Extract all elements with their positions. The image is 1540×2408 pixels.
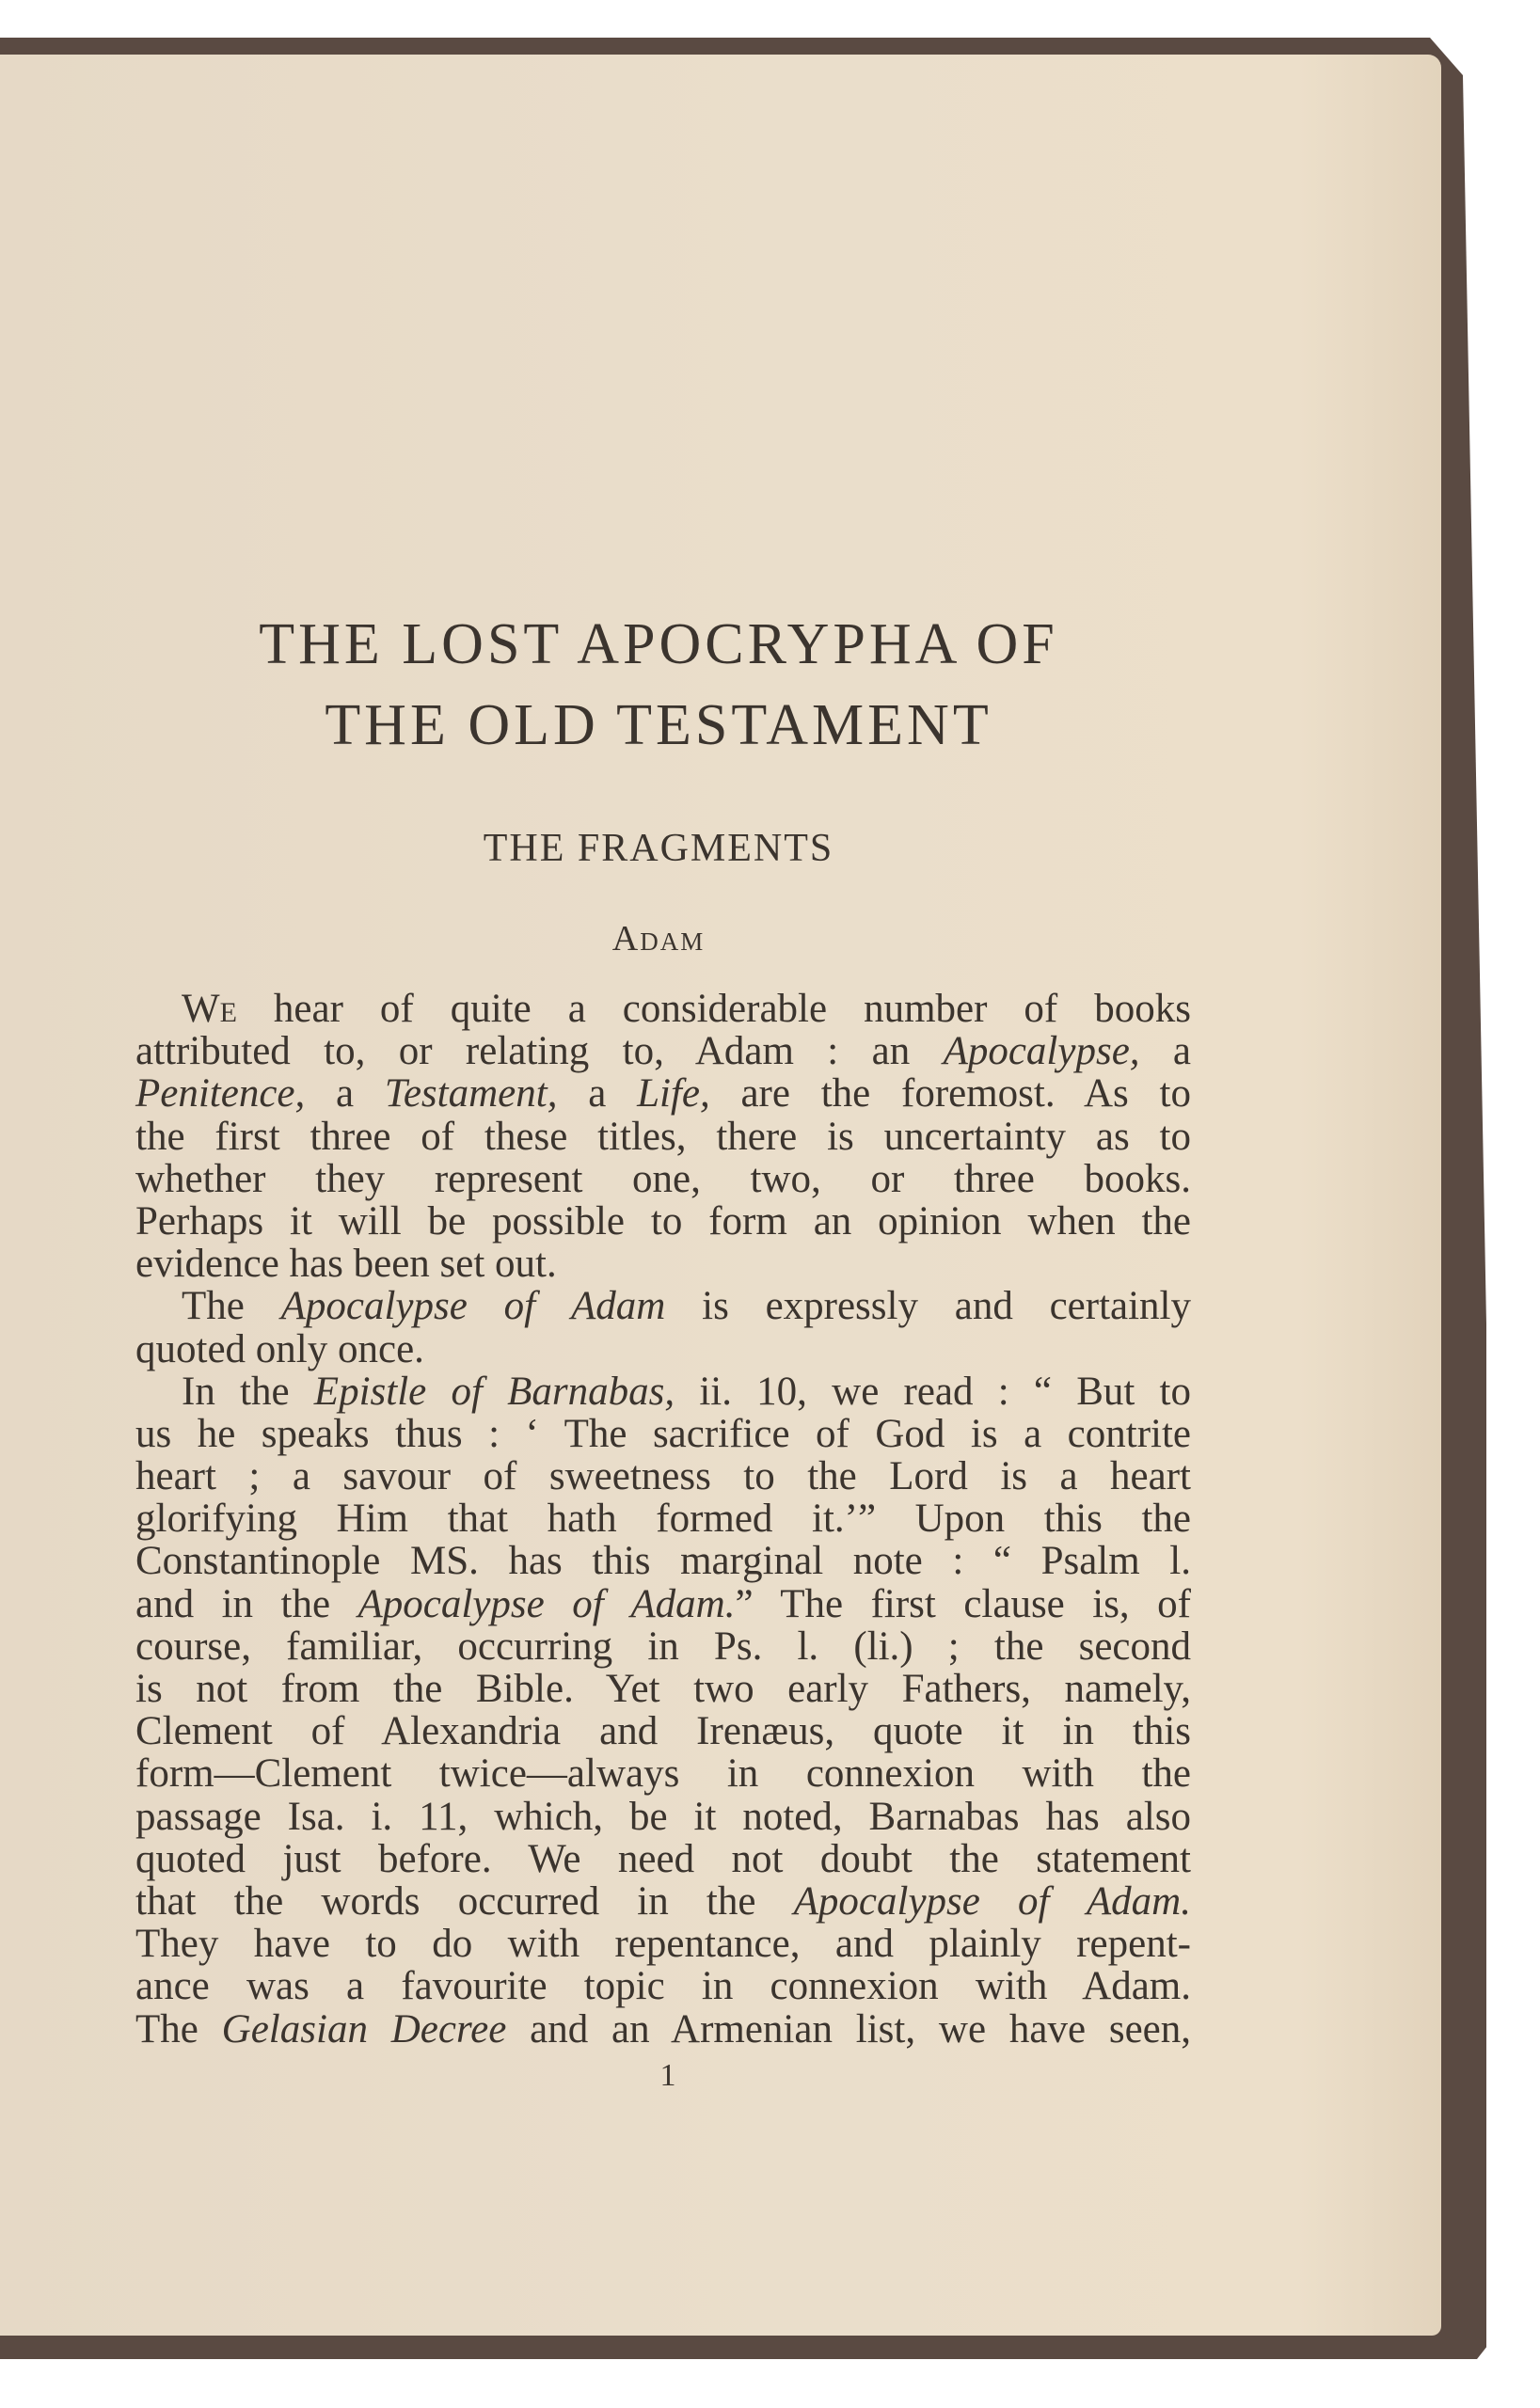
text-segment: quoted just before. We need not doubt the statement <box>135 1836 1191 1881</box>
text-segment: are the foremost. As to <box>709 1071 1191 1117</box>
text-segment: the first three of these titles, there is uncertainty as to <box>135 1114 1191 1159</box>
text-line <box>135 2008 1191 2051</box>
italic-title: Apocalypse of Adam. <box>793 1878 1191 1924</box>
text-line <box>135 1243 1191 1285</box>
text-line <box>135 1668 1191 1710</box>
text-segment: that the words occurred in the <box>135 1878 794 1924</box>
italic-title: Penitence, <box>135 1071 306 1117</box>
text-segment: whether they represent one, two, or three books. <box>135 1156 1191 1201</box>
text-segment: a <box>1139 1029 1191 1074</box>
text-line <box>135 1752 1191 1795</box>
text-segment: ii. 10, we read : “ But to <box>675 1369 1191 1414</box>
text-segment: We <box>182 987 237 1031</box>
text-line <box>135 1413 1191 1455</box>
text-segment: quoted only once. <box>135 1326 424 1371</box>
text-segment: ance was a favourite topic in connexion with Adam. <box>135 1964 1191 2009</box>
text-segment: a <box>557 1071 638 1117</box>
text-segment: Perhaps it will be possible to form an opinion when the <box>135 1198 1191 1244</box>
text-line <box>135 1285 1191 1327</box>
text-segment: form—Clement twice—always in connexion with the <box>135 1751 1191 1797</box>
text-segment: They have to do with repentance, and plainly repent- <box>135 1922 1191 1967</box>
text-line <box>135 1370 1191 1413</box>
book-page <box>0 55 1441 2336</box>
body-text <box>135 988 1191 2051</box>
text-line <box>135 1625 1191 1668</box>
text-segment: and in the <box>135 1581 358 1626</box>
text-segment: The <box>182 1284 281 1329</box>
text-segment: evidence has been set out. <box>135 1242 557 1287</box>
page-title-line-2: THE OLD TESTAMENT <box>325 693 992 757</box>
italic-title: Gelasian Decree <box>221 2006 507 2052</box>
text-line <box>135 1540 1191 1582</box>
text-line <box>135 988 1191 1030</box>
section-heading: Adam <box>611 919 706 958</box>
text-segment: is expressly and certainly <box>665 1284 1191 1329</box>
text-segment: attributed to, or relating to, Adam : an <box>135 1029 944 1074</box>
text-line <box>135 1200 1191 1243</box>
text-segment: hear of quite a considerable number of books <box>236 987 1191 1031</box>
text-segment: heart ; a savour of sweetness to the Lord is a heart <box>135 1454 1191 1499</box>
italic-title: Apocalypse of Adam. <box>357 1581 736 1626</box>
text-segment: and an Armenian list, we have seen, <box>506 2006 1191 2052</box>
text-segment: glorifying Him that hath formed it.’” Upon this the <box>135 1497 1191 1542</box>
text-line <box>135 1497 1191 1540</box>
text-line <box>135 1880 1191 1923</box>
page-title-line-1: THE LOST APOCRYPHA OF <box>259 612 1058 676</box>
italic-title: Epistle of Barnabas, <box>313 1369 675 1414</box>
text-line <box>135 1328 1191 1370</box>
text-segment: a <box>305 1071 385 1117</box>
italic-title: Life, <box>637 1071 710 1117</box>
text-segment: The <box>135 2006 222 2052</box>
text-segment: In the <box>182 1369 314 1414</box>
text-segment: Clement of Alexandria and Irenæus, quote it in this <box>135 1709 1191 1754</box>
text-segment: course, familiar, occurring in Ps. l. (li.) ; the second <box>135 1624 1191 1669</box>
text-line <box>135 1838 1191 1880</box>
text-segment: us he speaks thus : ‘ The sacrifice of God is a contrite <box>135 1411 1191 1456</box>
italic-title: Apocalypse, <box>943 1029 1140 1074</box>
text-line <box>135 1710 1191 1752</box>
text-line <box>135 1923 1191 1965</box>
italic-title: Apocalypse of Adam <box>280 1284 666 1329</box>
text-segment: Constantinople MS. has this marginal note : “ Psalm l. <box>135 1539 1191 1584</box>
text-segment: passage Isa. i. 11, which, be it noted, Barnabas has also <box>135 1794 1191 1839</box>
text-line <box>135 1583 1191 1625</box>
chapter-subtitle: THE FRAGMENTS <box>483 827 834 870</box>
text-line <box>135 1965 1191 2007</box>
text-line <box>135 1796 1191 1838</box>
text-segment: is not from the Bible. Yet two early Fathers, namely, <box>135 1667 1191 1711</box>
text-line <box>135 1158 1191 1200</box>
text-segment: ” The first clause is, of <box>735 1581 1191 1626</box>
text-line <box>135 1030 1191 1072</box>
italic-title: Testament, <box>384 1071 558 1117</box>
text-line <box>135 1072 1191 1115</box>
text-line <box>135 1455 1191 1497</box>
page-number: 1 <box>659 2058 676 2093</box>
text-line <box>135 1116 1191 1158</box>
